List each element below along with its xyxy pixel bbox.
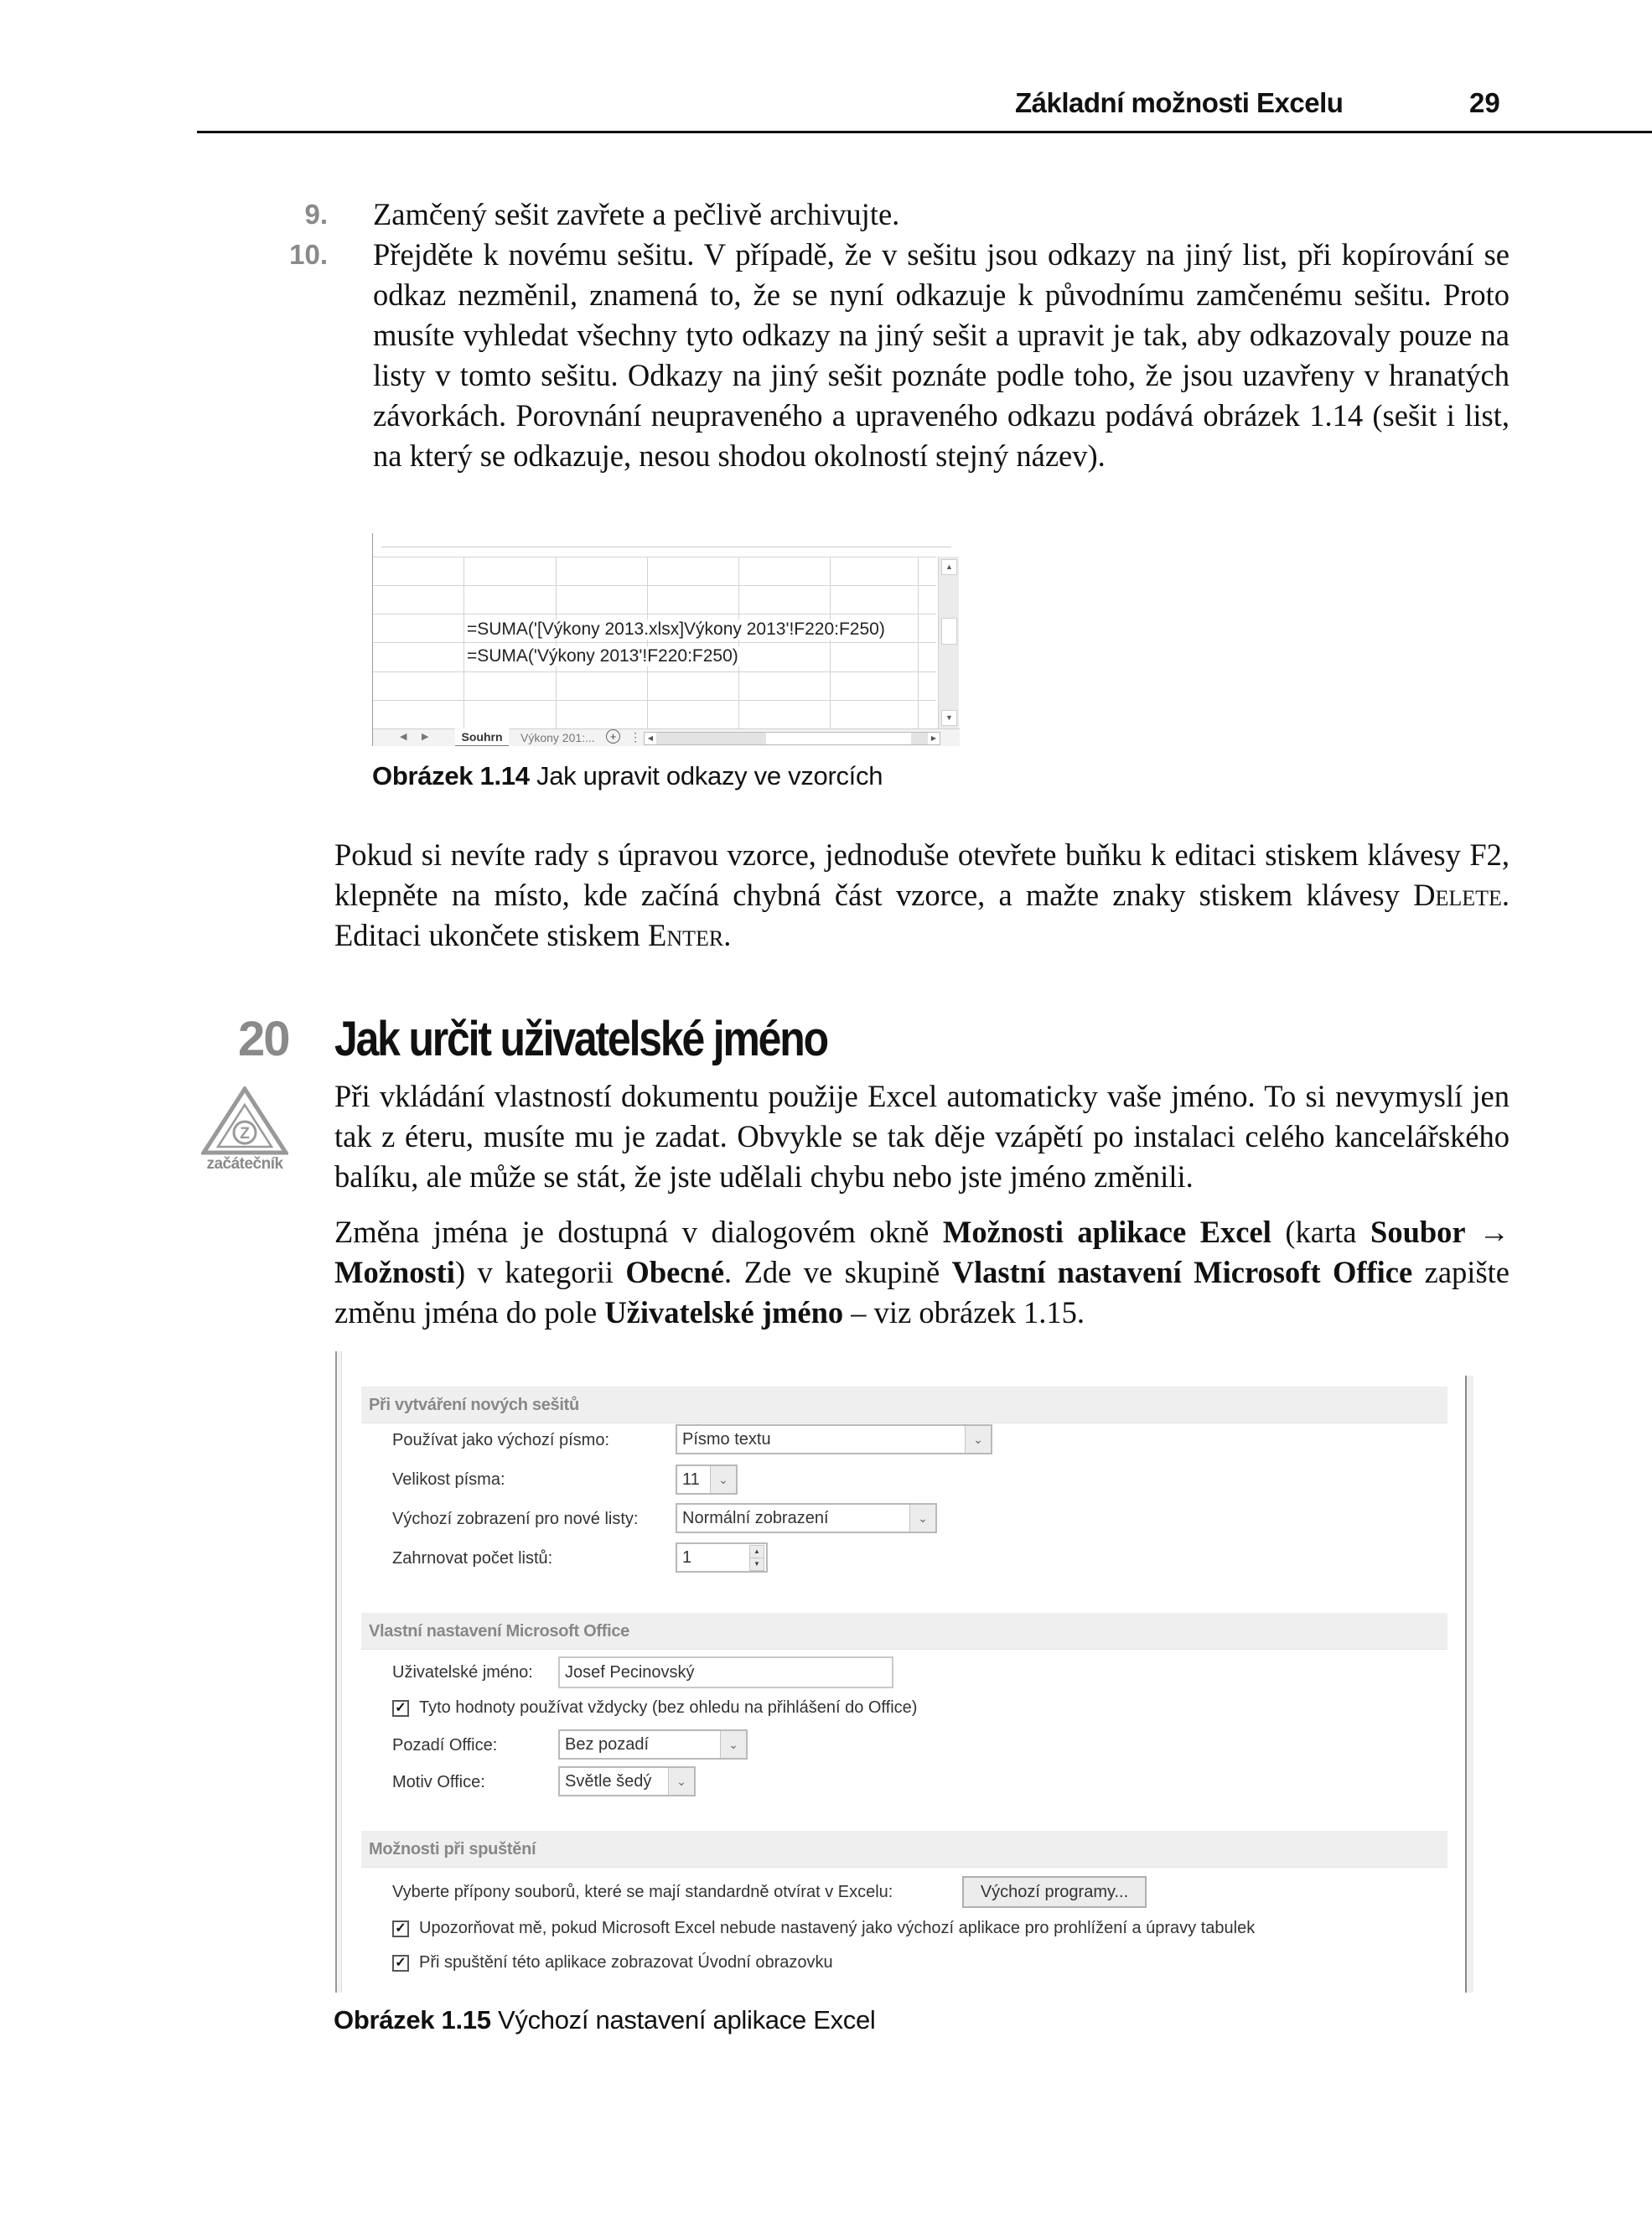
cell-grid[interactable] bbox=[373, 557, 936, 729]
ui-term: Uživatelské jméno bbox=[604, 1295, 844, 1330]
ui-term: Obecné bbox=[625, 1255, 725, 1289]
badge-label: začátečník bbox=[206, 1155, 283, 1173]
notify-default-app-checkbox[interactable]: ✓ bbox=[392, 1921, 409, 1937]
formula-cell-fixed[interactable]: =SUMA('Výkony 2013'!F220:F250) bbox=[467, 646, 738, 666]
text: – viz obrázek 1.15. bbox=[843, 1295, 1085, 1330]
spin-up-icon[interactable]: ▲ bbox=[749, 1545, 764, 1558]
select-value: Písmo textu bbox=[682, 1430, 771, 1449]
figure-1-15-options-dialog bbox=[335, 1351, 1475, 1993]
chevron-down-icon[interactable]: ⌄ bbox=[965, 1426, 991, 1453]
text: zapište změnu jména do pole bbox=[334, 1255, 1510, 1330]
text: Změna jména je dostupná v dialogovém okně bbox=[334, 1215, 943, 1249]
step-text: Zamčený sešit zavřete a pečlivě archivujte. bbox=[373, 197, 900, 231]
step-number: 10. bbox=[289, 239, 328, 270]
office-background-label: Pozadí Office: bbox=[392, 1736, 498, 1755]
paragraph-howto bbox=[334, 1212, 1510, 1333]
select-value: Bez pozadí bbox=[565, 1735, 650, 1754]
tab-scroll-left-icon[interactable]: ◀ bbox=[400, 732, 407, 742]
dialog-left-edge bbox=[335, 1351, 342, 1993]
sheet-count-spinner[interactable] bbox=[676, 1542, 768, 1573]
formula-bar-edge bbox=[381, 533, 951, 547]
office-theme-select[interactable] bbox=[558, 1766, 696, 1796]
figure-caption-1-14 bbox=[372, 761, 883, 791]
select-value: 11 bbox=[682, 1470, 700, 1489]
beginner-badge bbox=[201, 1086, 288, 1173]
group-startup-options: Možnosti při spuštění bbox=[361, 1831, 1447, 1868]
caption-text: Jak upravit odkazy ve vzorcích bbox=[536, 761, 883, 791]
step-item bbox=[289, 235, 1510, 476]
show-start-screen-label: Při spuštění této aplikace zobrazovat Úvodní obrazovku bbox=[419, 1953, 833, 1972]
section-title: Jak určit uživatelské jméno bbox=[334, 1012, 827, 1066]
file-extensions-label: Vyberte přípony souborů, které se mají standardně otvírat v Excelu: bbox=[392, 1883, 893, 1901]
text: ) v kategorii bbox=[454, 1255, 626, 1289]
chapter-title: Základní možnosti Excelu bbox=[1015, 87, 1344, 118]
figure-1-14-spreadsheet bbox=[372, 533, 960, 746]
default-font-select[interactable] bbox=[676, 1424, 992, 1454]
text: . bbox=[723, 918, 732, 952]
formula-cell-original[interactable]: =SUMA('[Výkony 2013.xlsx]Výkony 2013'!F220:F250) bbox=[467, 619, 885, 639]
text: . Editaci ukončete stiskem bbox=[334, 878, 1510, 952]
add-sheet-icon[interactable]: + bbox=[606, 729, 620, 744]
tab-scroll-right-icon[interactable]: ▶ bbox=[422, 732, 429, 742]
ui-term: Soubor → Možnosti bbox=[334, 1215, 1510, 1289]
username-input[interactable]: Josef Pecinovský bbox=[558, 1656, 893, 1688]
hscroll-right-icon[interactable]: ▶ bbox=[928, 733, 940, 744]
default-font-label: Používat jako výchozí písmo: bbox=[392, 1431, 610, 1449]
vertical-scrollbar[interactable] bbox=[938, 557, 959, 728]
sheet-tab-overflow[interactable]: ... bbox=[585, 731, 595, 744]
scroll-up-icon[interactable]: ▲ bbox=[941, 559, 957, 575]
spinner-value: 1 bbox=[682, 1548, 692, 1567]
sheet-tab-souhrn[interactable]: Souhrn bbox=[455, 728, 509, 746]
default-programs-button[interactable]: Výchozí programy... bbox=[962, 1876, 1147, 1908]
notify-default-app-label: Upozorňovat mě, pokud Microsoft Excel nebude nastavený jako výchozí aplikace pro prohlížení a úpravy tabulek bbox=[419, 1919, 1256, 1937]
chevron-down-icon[interactable]: ⌄ bbox=[668, 1768, 694, 1795]
always-use-label: Tyto hodnoty používat vždycky (bez ohledu na přihlášení do Office) bbox=[419, 1698, 918, 1717]
caption-text: Výchozí nastavení aplikace Excel bbox=[498, 2005, 876, 2035]
group-personalize-office: Vlastní nastavení Microsoft Office bbox=[361, 1613, 1447, 1650]
chevron-down-icon[interactable]: ⌄ bbox=[720, 1731, 746, 1758]
sheet-count-label: Zahrnovat počet listů: bbox=[392, 1549, 553, 1568]
ui-term: Možnosti aplikace Excel bbox=[942, 1215, 1271, 1249]
scroll-thumb[interactable] bbox=[941, 618, 957, 645]
hscroll-left-icon[interactable]: ◀ bbox=[645, 733, 656, 744]
office-theme-label: Motiv Office: bbox=[392, 1773, 485, 1791]
badge-letter: Z bbox=[240, 1125, 250, 1143]
chevron-down-icon[interactable]: ⌄ bbox=[710, 1466, 736, 1493]
page-number: 29 bbox=[1469, 87, 1500, 118]
key-enter: Enter bbox=[648, 918, 724, 952]
sheet-tab-vykony[interactable]: Výkony 201: bbox=[520, 731, 586, 744]
beginner-triangle-icon bbox=[201, 1086, 288, 1155]
group-new-workbooks: Při vytváření nových sešitů bbox=[361, 1387, 1447, 1423]
chevron-down-icon[interactable]: ⌄ bbox=[909, 1505, 935, 1532]
default-view-select[interactable] bbox=[676, 1503, 937, 1533]
font-size-select[interactable] bbox=[676, 1464, 738, 1495]
text: Pokud si nevíte rady s úpravou vzorce, jednoduše otevřete buňku k editaci stiskem klávesy F2, klepněte na místo, kde začíná chybná část vzorce, a mažte znaky stiskem klávesy bbox=[334, 837, 1510, 912]
caption-label: Obrázek 1.14 bbox=[372, 761, 530, 791]
username-label: Uživatelské jméno: bbox=[392, 1663, 533, 1682]
spin-down-icon[interactable]: ▼ bbox=[749, 1558, 764, 1571]
step-number: 9. bbox=[304, 199, 328, 230]
step-text: Přejděte k novému sešitu. V případě, že v sešitu jsou odkazy na jiný list, při kopírování se odkaz nezměnil, znamená to, že se nyní odkazuje k původnímu zamčenému sešitu. Proto musíte vyhledat všechny tyto odkazy na jiný sešit a upravit je tak, aby odkazovaly pouze na listy v tomto sešitu. Odkazy na jiný sešit poznáte podle toho, že jsou uzavřeny v hranatých závorkách. Porovnání neupraveného a upraveného odkazu podává obrázek 1.14 (sešit i list, na který se odkazuje, nesou shodou okolností stejný název). bbox=[373, 237, 1510, 473]
horizontal-scrollbar[interactable] bbox=[644, 732, 940, 745]
scroll-down-icon[interactable]: ▼ bbox=[941, 710, 957, 726]
always-use-checkbox[interactable]: ✓ bbox=[392, 1700, 409, 1717]
text: . Zde ve skupině bbox=[724, 1255, 952, 1289]
splitter-handle-icon[interactable]: ⋮ bbox=[629, 730, 641, 744]
caption-label: Obrázek 1.15 bbox=[334, 2005, 491, 2035]
sheet-tab-bar bbox=[373, 728, 960, 746]
ui-term: Vlastní nastavení Microsoft Office bbox=[951, 1255, 1413, 1289]
text: (karta bbox=[1271, 1215, 1371, 1249]
show-start-screen-checkbox[interactable]: ✓ bbox=[392, 1955, 409, 1972]
office-background-select[interactable] bbox=[558, 1729, 748, 1760]
hscroll-thumb[interactable] bbox=[766, 733, 911, 744]
select-value: Normální zobrazení bbox=[682, 1509, 829, 1527]
paragraph-edit-formula bbox=[334, 835, 1510, 956]
running-header bbox=[197, 84, 1652, 133]
key-delete: Delete bbox=[1413, 878, 1502, 912]
step-item bbox=[304, 194, 1510, 235]
figure-caption-1-15 bbox=[334, 2005, 876, 2035]
default-view-label: Výchozí zobrazení pro nové listy: bbox=[392, 1510, 639, 1528]
section-number: 20 bbox=[238, 1012, 289, 1066]
font-size-label: Velikost písma: bbox=[392, 1470, 505, 1489]
select-value: Světle šedý bbox=[565, 1772, 652, 1791]
paragraph-intro: Při vkládání vlastností dokumentu použije Excel automaticky vaše jméno. To si nevymyslí jen tak z éteru, musíte mu je zadat. Obvykle se tak děje vzápětí po instalaci celého kancelářského balíku, ale může se stát, že jste udělali chybu nebo jste jméno změnili. bbox=[334, 1079, 1510, 1194]
dialog-scrollbar[interactable] bbox=[1465, 1376, 1473, 1993]
